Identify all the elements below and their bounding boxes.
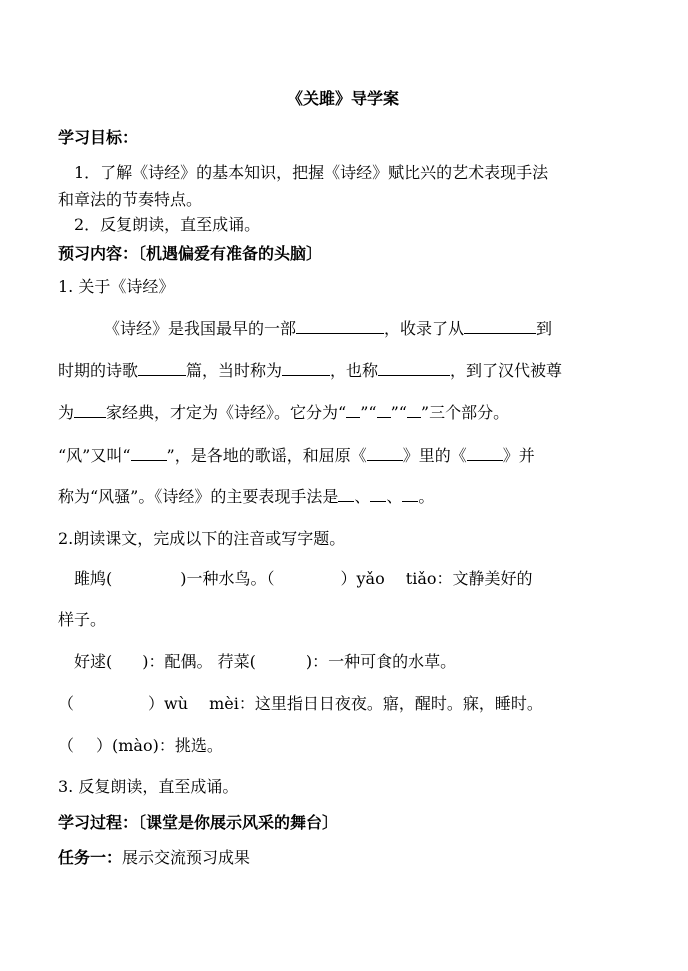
goal-item-2: 2．反复朗读，直至成诵。 [74,215,261,234]
blank[interactable] [467,446,503,461]
process-heading-line [58,812,338,834]
phonetic-row-5: （ ）(mào)：挑选。 [58,736,223,755]
phonetic-row-1: 雎鸠( )一种水鸟。（ ）yǎo tiǎo：文静美好的 [74,569,533,588]
blank[interactable] [131,446,167,461]
process-slogan: 〔课堂是你展示风采的舞台〕 [138,813,339,832]
blank[interactable] [377,403,391,418]
task-1-text: 展示交流预习成果 [122,848,251,867]
shijing-line-1: 《诗经》是我国最早的一部 ，收录了从 到 [104,319,553,338]
phonetic-row-3: 好逑( )：配偶。 荇菜( )：一种可食的水草。 [74,652,457,671]
blank[interactable] [407,403,421,418]
phonetic-row-2: 样子。 [58,610,107,629]
preview-heading-line [58,243,322,265]
blank[interactable] [378,361,450,376]
shijing-line-4: “风”又叫“ ”，是各地的歌谣，和屈原《 》里的《 》并 [58,446,535,465]
blank[interactable] [74,403,106,418]
goal-item-1-line-2: 和章法的节奏特点。 [58,190,203,209]
question-3: 3. 反复朗读，直至成诵。 [58,777,239,796]
page-title: 《关雎》导学案 [287,89,400,108]
blank[interactable] [296,319,384,334]
task-1-label: 任务一： [58,848,123,867]
blank[interactable] [346,403,360,418]
goal-item-1-line-1: 1．了解《诗经》的基本知识，把握《诗经》赋比兴的艺术表现手法 [74,163,549,182]
blank[interactable] [282,361,330,376]
shijing-line-3: 为 家经典，才定为《诗经》。它分为“ ”“ ”“ ”三个部分。 [58,403,510,422]
preview-slogan: 〔机遇偏爱有准备的头脑〕 [138,244,323,263]
question-2-title: 2.朗读课文，完成以下的注音或写字题。 [58,529,346,548]
phonetic-row-4: （ ）wù mèi：这里指日日夜夜。寤，醒时。寐，睡时。 [58,694,543,713]
preview-heading: 预习内容： [58,244,139,263]
question-1-title: 1. 关于《诗经》 [58,277,175,296]
shijing-line-2: 时期的诗歌 篇，当时称为 ，也称 ，到了汉代被尊 [58,361,563,380]
blank[interactable] [138,361,186,376]
process-heading: 学习过程： [58,813,139,832]
blank[interactable] [367,446,403,461]
task-1-line [58,847,250,869]
blank[interactable] [402,487,418,502]
blank[interactable] [464,319,536,334]
goals-heading: 学习目标： [58,128,139,147]
blank[interactable] [370,487,386,502]
blank[interactable] [338,487,354,502]
shijing-line-5: 称为“风骚”。《诗经》的主要表现手法是 、 、 。 [58,487,435,506]
